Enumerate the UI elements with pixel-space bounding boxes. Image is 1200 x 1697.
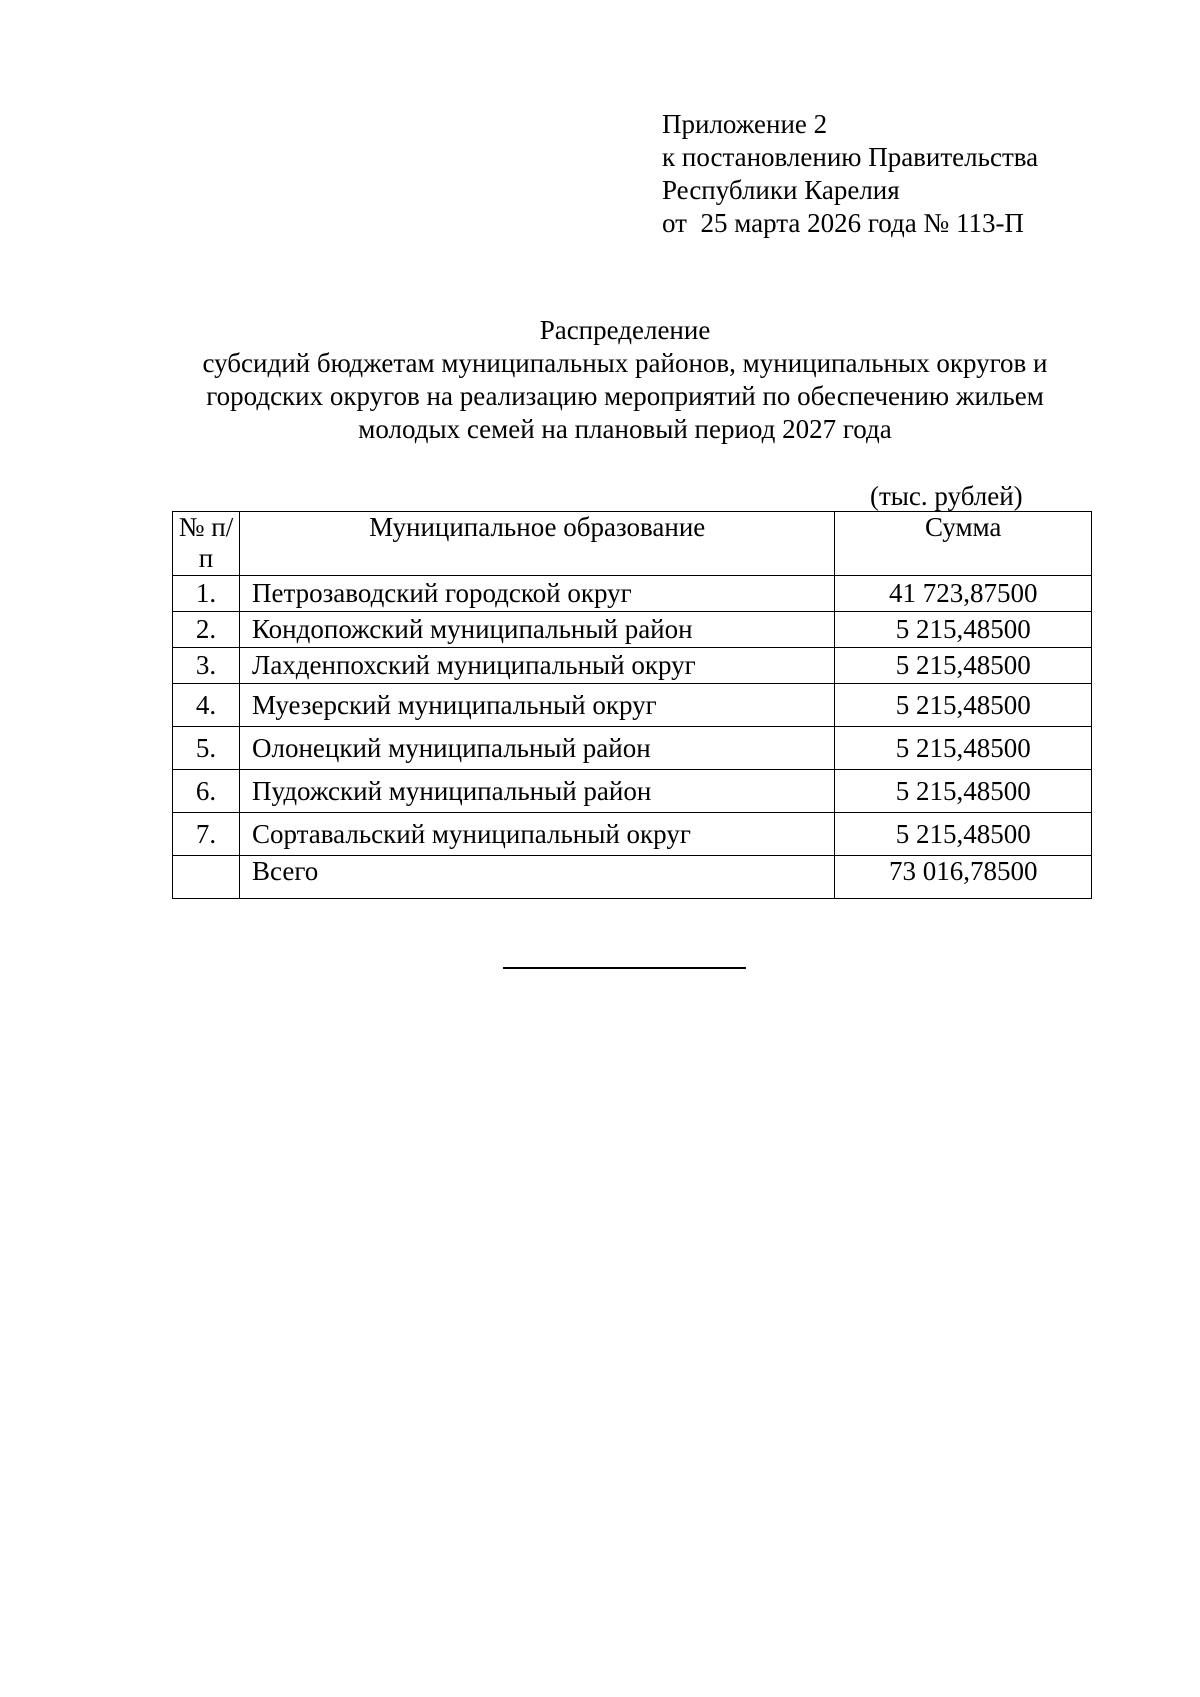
row-municipality: Сортавальский муниципальный округ <box>240 813 835 856</box>
attachment-header <box>662 108 1038 240</box>
title-line: молодых семей на плановый период 2027 года <box>358 414 892 444</box>
row-number: 6. <box>173 770 240 813</box>
row-sum: 5 215,48500 <box>835 612 1092 648</box>
table-row <box>173 684 1092 727</box>
attachment-line: от 25 марта 2026 года № 113-П <box>662 208 1024 238</box>
table-row <box>173 727 1092 770</box>
row-sum: 5 215,48500 <box>835 727 1092 770</box>
row-municipality: Кондопожский муниципальный район <box>240 612 835 648</box>
row-sum: 5 215,48500 <box>835 813 1092 856</box>
total-label: Всего <box>240 856 835 899</box>
row-number: 7. <box>173 813 240 856</box>
title-line: городских округов на реализацию мероприятий по обеспечению жильем <box>206 381 1044 411</box>
table-header-row <box>173 512 1092 576</box>
total-number-empty <box>173 856 240 899</box>
row-number: 3. <box>173 648 240 684</box>
attachment-line: Приложение 2 <box>662 109 828 139</box>
attachment-line: к постановлению Правительства <box>662 142 1039 172</box>
table-row <box>173 770 1092 813</box>
title-line: субсидий бюджетам муниципальных районов, муниципальных округов и <box>202 348 1048 378</box>
table-row <box>173 612 1092 648</box>
row-municipality: Муезерский муниципальный округ <box>240 684 835 727</box>
table-row <box>173 648 1092 684</box>
attachment-line: Республики Карелия <box>662 175 900 205</box>
row-sum: 5 215,48500 <box>835 648 1092 684</box>
header-sum: Сумма <box>835 512 1092 576</box>
row-municipality: Лахденпохский муниципальный округ <box>240 648 835 684</box>
row-sum: 5 215,48500 <box>835 770 1092 813</box>
row-municipality: Пудожский муниципальный район <box>240 770 835 813</box>
end-divider <box>503 967 746 969</box>
table-total-row <box>173 856 1092 899</box>
row-number: 4. <box>173 684 240 727</box>
header-municipality: Муниципальное образование <box>240 512 835 576</box>
row-municipality: Олонецкий муниципальный район <box>240 727 835 770</box>
header-number: № п/п <box>173 512 240 576</box>
row-sum: 41 723,87500 <box>835 576 1092 612</box>
row-number: 1. <box>173 576 240 612</box>
units-label: (тыс. рублей) <box>870 481 1023 511</box>
row-number: 5. <box>173 727 240 770</box>
distribution-table <box>172 511 1092 899</box>
row-sum: 5 215,48500 <box>835 684 1092 727</box>
title-line: Распределение <box>539 315 711 345</box>
total-sum: 73 016,78500 <box>835 856 1092 899</box>
table-row <box>173 813 1092 856</box>
table-row <box>173 576 1092 612</box>
row-number: 2. <box>173 612 240 648</box>
document-title <box>160 314 1090 446</box>
row-municipality: Петрозаводский городской округ <box>240 576 835 612</box>
